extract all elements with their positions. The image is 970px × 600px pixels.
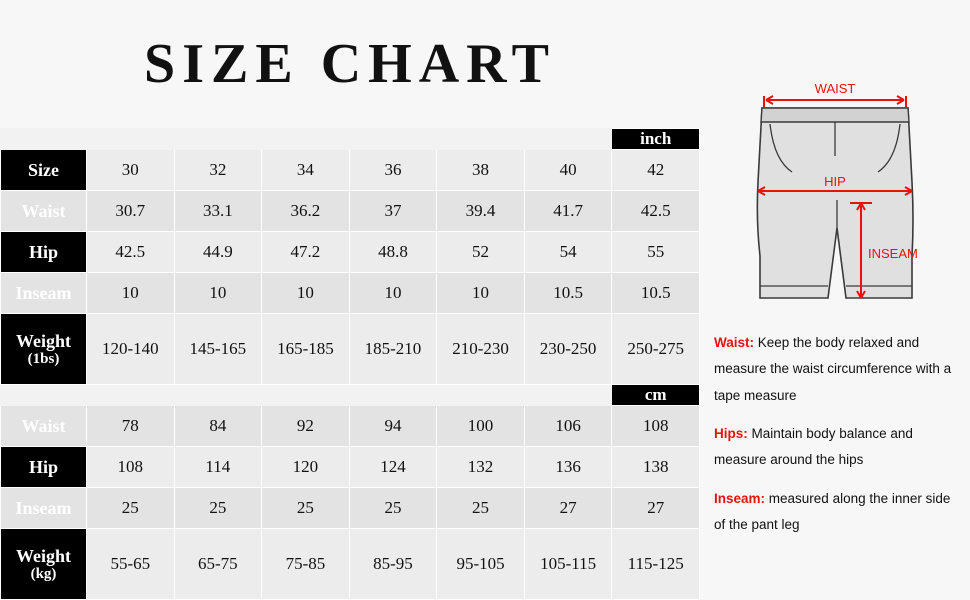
table-row [1, 406, 700, 447]
cell: 42.5 [612, 191, 700, 232]
row-header-inseam-inch [1, 273, 87, 314]
table-row [1, 232, 700, 273]
cell: 108 [612, 406, 700, 447]
table-row [1, 488, 700, 529]
cell: 42 [612, 150, 700, 191]
cell: 25 [174, 488, 262, 529]
note-text: measured along the inner side of the pant leg [714, 490, 951, 532]
cell: 36.2 [262, 191, 350, 232]
row-header-label: Inseam [15, 497, 72, 518]
cell: 10.5 [524, 273, 612, 314]
note-term: Waist: [714, 335, 754, 350]
cell: 65-75 [174, 529, 262, 600]
cell: 27 [612, 488, 700, 529]
row-header-waist-cm [1, 406, 87, 447]
row-header-label: Hip [28, 456, 58, 477]
cell: 10 [174, 273, 262, 314]
row-header-label: Inseam [15, 282, 72, 303]
unit-row-inch-blank2 [524, 129, 612, 150]
row-header-label: Waist [21, 415, 66, 436]
cell: 25 [349, 488, 437, 529]
cell: 32 [174, 150, 262, 191]
cell: 34 [262, 150, 350, 191]
cell: 25 [437, 488, 525, 529]
cell: 84 [174, 406, 262, 447]
row-header-label: Waist [21, 200, 66, 221]
size-table-container [0, 128, 700, 600]
cell: 48.8 [349, 232, 437, 273]
shorts-measurement-diagram [700, 60, 970, 320]
row-header-label: Weight [15, 545, 71, 566]
table-row [1, 273, 700, 314]
row-header-label: Weight [15, 330, 71, 351]
cell: 52 [437, 232, 525, 273]
cell: 120-140 [87, 314, 175, 385]
unit-row-cm [1, 385, 700, 406]
measurement-notes [714, 330, 962, 550]
cell: 145-165 [174, 314, 262, 385]
cell: 40 [524, 150, 612, 191]
cell: 132 [437, 447, 525, 488]
waist-label: WAIST [814, 81, 856, 96]
cell: 138 [612, 447, 700, 488]
cell: 38 [437, 150, 525, 191]
cell: 115-125 [612, 529, 700, 600]
table-row [1, 150, 700, 191]
row-header-weight-kg [1, 529, 87, 600]
unit-row-cm-blank2 [524, 385, 612, 406]
cell: 10 [349, 273, 437, 314]
unit-row-cm-blank [87, 385, 525, 406]
cell: 94 [349, 406, 437, 447]
cell: 25 [262, 488, 350, 529]
row-header-weight-lbs [1, 314, 87, 385]
cell: 210-230 [437, 314, 525, 385]
cell: 42.5 [87, 232, 175, 273]
cell: 136 [524, 447, 612, 488]
inseam-label: INSEAM [868, 246, 918, 261]
cell: 44.9 [174, 232, 262, 273]
size-table [0, 128, 700, 600]
unit-row-inch-blank [87, 129, 525, 150]
note-text: Keep the body relaxed and measure the waist circumference with a tape measure [714, 335, 952, 403]
table-row [1, 529, 700, 600]
cell: 10.5 [612, 273, 700, 314]
table-row [1, 191, 700, 232]
chart-right-panel [700, 0, 970, 600]
row-header-label: Hip [28, 241, 58, 262]
cell: 33.1 [174, 191, 262, 232]
unit-row-inch [1, 129, 700, 150]
table-row [1, 447, 700, 488]
cell: 54 [524, 232, 612, 273]
cell: 37 [349, 191, 437, 232]
table-row [1, 314, 700, 385]
cell: 75-85 [262, 529, 350, 600]
note-hips [714, 421, 962, 474]
note-waist [714, 330, 962, 409]
cell: 10 [87, 273, 175, 314]
waistband-icon [761, 108, 909, 122]
cell: 41.7 [524, 191, 612, 232]
row-header-hip-inch [1, 232, 87, 273]
cell: 120 [262, 447, 350, 488]
cell: 230-250 [524, 314, 612, 385]
row-header-label: Size [28, 159, 59, 180]
row-header-hip-cm [1, 447, 87, 488]
cell: 114 [174, 447, 262, 488]
cell: 100 [437, 406, 525, 447]
row-header-inseam-cm [1, 488, 87, 529]
cell: 95-105 [437, 529, 525, 600]
cell: 10 [262, 273, 350, 314]
cell: 85-95 [349, 529, 437, 600]
cell: 92 [262, 406, 350, 447]
cell: 30 [87, 150, 175, 191]
shorts-diagram-svg [700, 60, 970, 320]
cell: 55-65 [87, 529, 175, 600]
row-header-waist-inch [1, 191, 87, 232]
unit-row-cm-spacer [1, 385, 87, 406]
cell: 165-185 [262, 314, 350, 385]
cell: 27 [524, 488, 612, 529]
cell: 250-275 [612, 314, 700, 385]
row-header-unit: (1bs) [27, 350, 60, 367]
waist-measure-arrow-icon [764, 96, 906, 108]
cell: 78 [87, 406, 175, 447]
page-title: SIZE CHART [0, 0, 700, 128]
hip-label: HIP [824, 174, 846, 189]
cell: 124 [349, 447, 437, 488]
cell: 47.2 [262, 232, 350, 273]
row-header-unit: (kg) [30, 565, 57, 582]
cell: 105-115 [524, 529, 612, 600]
note-inseam [714, 486, 962, 539]
note-term: Inseam: [714, 490, 766, 506]
cell: 30.7 [87, 191, 175, 232]
note-term: Hips: [714, 425, 748, 441]
cell: 25 [87, 488, 175, 529]
cell: 39.4 [437, 191, 525, 232]
unit-label-inch: inch [612, 129, 700, 150]
cell: 106 [524, 406, 612, 447]
cell: 108 [87, 447, 175, 488]
unit-row-inch-spacer [1, 129, 87, 150]
note-text: Maintain body balance and measure around the hips [714, 425, 913, 468]
cell: 10 [437, 273, 525, 314]
cell: 185-210 [349, 314, 437, 385]
unit-label-cm: cm [612, 385, 700, 406]
row-header-size [1, 150, 87, 191]
cell: 36 [349, 150, 437, 191]
cell: 55 [612, 232, 700, 273]
